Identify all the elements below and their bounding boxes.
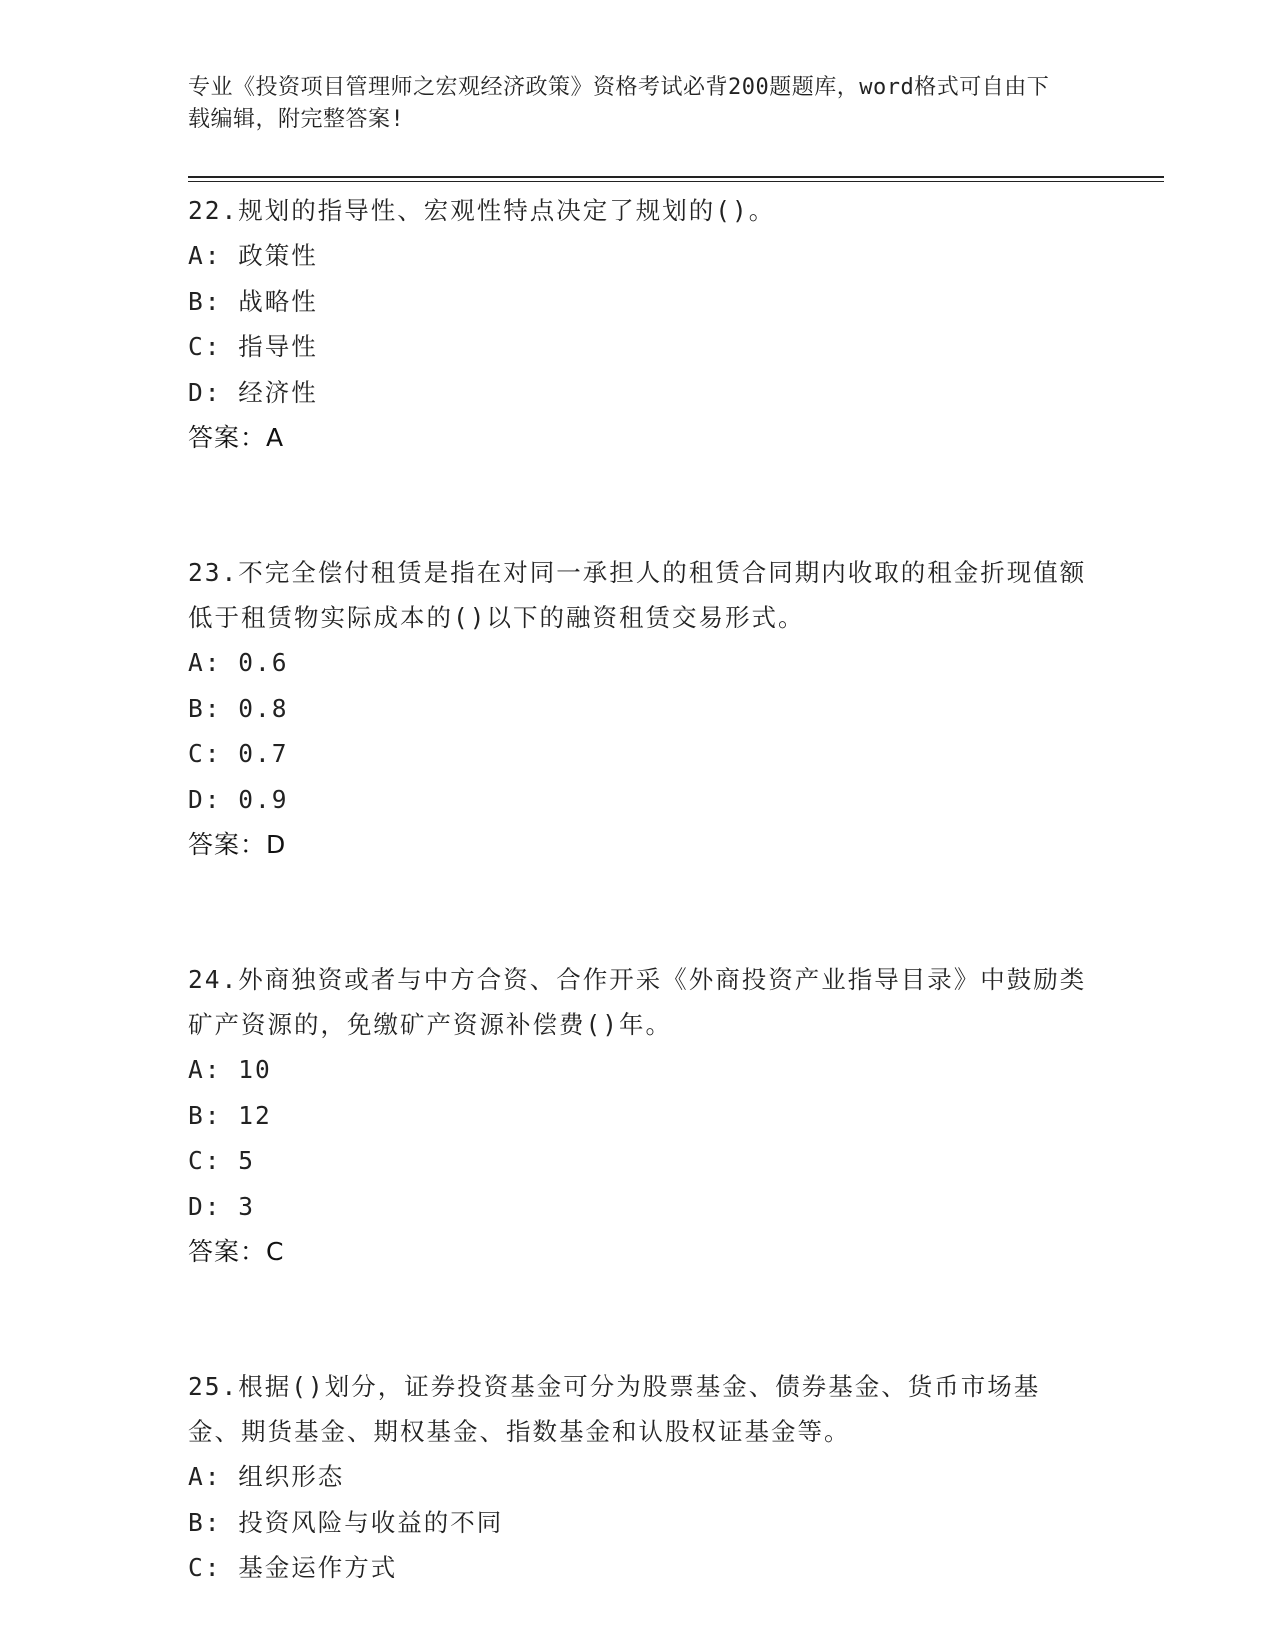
option-a: A: 10 [188,1055,272,1084]
option-b: B: 战略性 [188,286,318,316]
header-divider-thin [188,181,1164,182]
option-a: A: 政策性 [188,241,318,270]
question-23 [188,550,1088,868]
question-stem: 24.外商独资或者与中方合资、合作开采《外商投资产业指导目录》中鼓励类矿产资源的，免缴矿产资源补偿费()年。 [188,965,1087,1039]
option-b: B: 0.8 [188,693,289,723]
option-b: B: 投资风险与收益的不同 [188,1507,504,1537]
question-25 [188,1364,1088,1591]
question-gap [188,1275,1088,1364]
question-stem: 23.不完全偿付租赁是指在对同一承担人的租赁合同期内收取的租金折现值额低于租赁物实际成本的()以下的融资租赁交易形式。 [188,558,1087,632]
answer: 答案：A [188,423,285,452]
option-c: C: 5 [188,1146,256,1175]
question-gap [188,461,1088,550]
option-a: A: 0.6 [188,648,289,677]
document-header: 专业《投资项目管理师之宏观经济政策》资格考试必背200题题库，word格式可自由下载编辑，附完整答案! [188,75,1050,132]
answer: 答案：D [188,830,287,859]
option-d: D: 3 [188,1191,256,1221]
option-c: C: 指导性 [188,332,318,361]
question-stem: 25.根据()划分，证券投资基金可分为股票基金、债券基金、货币市场基金、期货基金、期权基金、指数基金和认股权证基金等。 [188,1372,1041,1446]
option-b: B: 12 [188,1100,272,1130]
header-divider [188,176,1164,178]
question-22 [188,188,1088,461]
question-gap [188,868,1088,957]
option-c: C: 基金运作方式 [188,1553,398,1582]
option-d: D: 经济性 [188,377,318,407]
question-list [188,188,1088,1591]
option-a: A: 组织形态 [188,1462,345,1491]
option-d: D: 0.9 [188,784,289,814]
question-24 [188,957,1088,1275]
option-c: C: 0.7 [188,739,289,768]
answer: 答案：C [188,1237,285,1266]
question-stem: 22.规划的指导性、宏观性特点决定了规划的()。 [188,196,776,225]
